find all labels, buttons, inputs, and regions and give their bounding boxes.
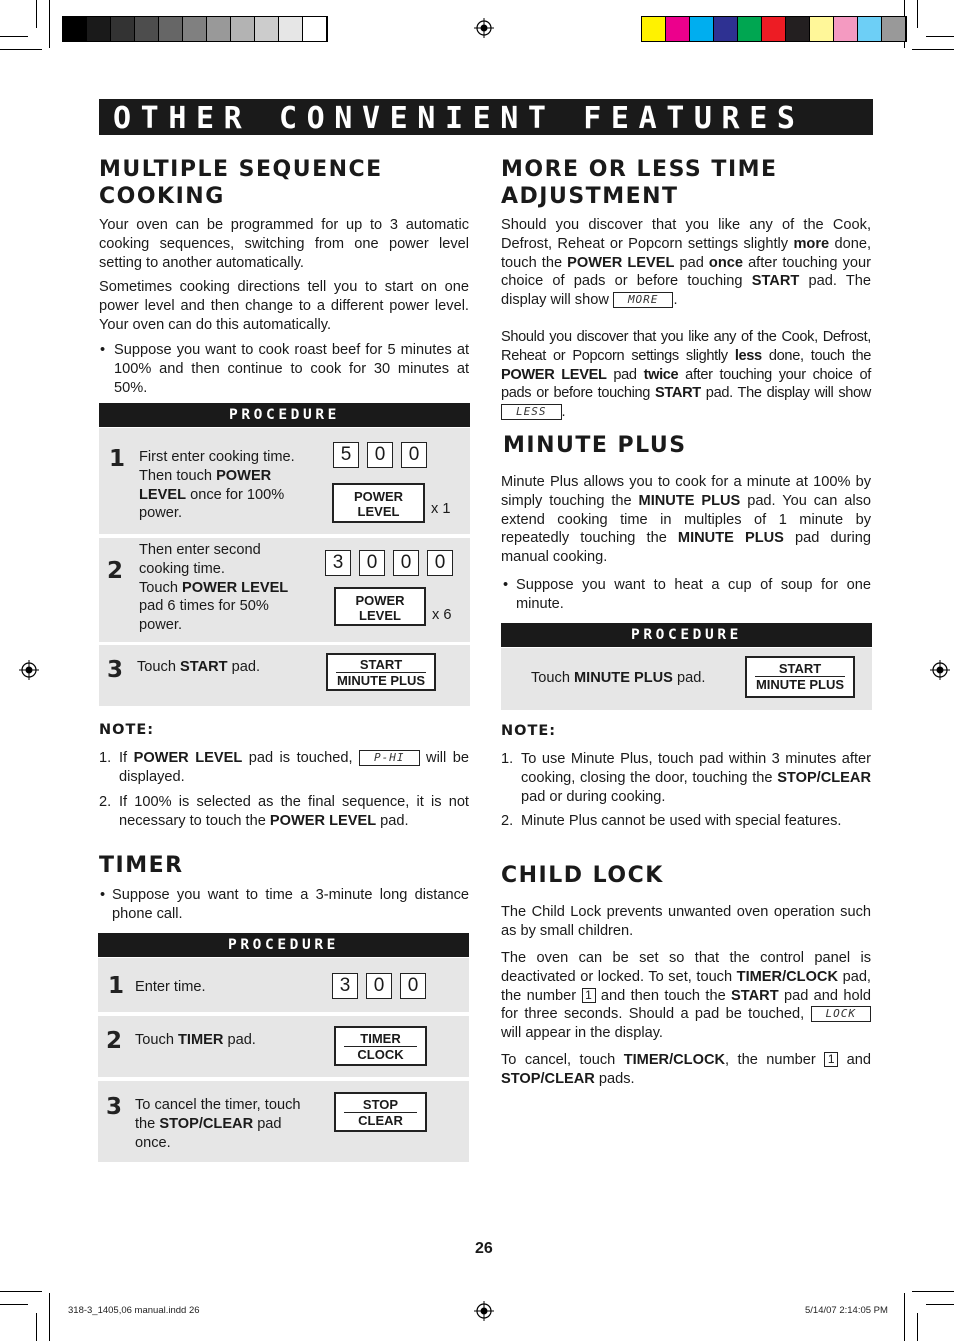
step-text-part: First enter cooking time. Then touch (139, 449, 295, 484)
text-part: pad. You can also extend cooking time in multiples of 1 minute by repeatedly touching the (501, 492, 871, 547)
step-text (531, 669, 705, 688)
registration-mark-icon (930, 660, 950, 680)
power-level-label: POWER LEVEL (182, 579, 289, 596)
calibration-swatch (159, 17, 183, 41)
minute-plus-note-2 (501, 812, 871, 831)
procedure-step-2 (99, 538, 470, 642)
pad-label: POWER (355, 593, 405, 608)
note-heading: NOTE: (501, 723, 557, 739)
step-text (135, 1096, 315, 1152)
start-label: START (731, 987, 779, 1004)
display-digit: 0 (359, 550, 385, 576)
crop-mark (917, 0, 918, 28)
note-item-2 (99, 793, 469, 831)
pad-label: TIMER (344, 1031, 417, 1047)
step-text (137, 658, 307, 677)
note-text-part: pad or during cooking. (521, 788, 666, 805)
calibration-swatch (63, 17, 87, 41)
note-item-1 (99, 749, 469, 787)
step-text: Enter time. (135, 979, 206, 995)
note-number: 2. (501, 813, 514, 829)
pad-label: START (336, 657, 426, 673)
crop-mark (36, 0, 37, 28)
note-text-part: pad is touched, (242, 750, 360, 766)
calibration-swatch (642, 17, 666, 41)
number-1-key: 1 (824, 1052, 838, 1067)
number-1-key: 1 (582, 988, 596, 1003)
twice-label: twice (643, 366, 679, 383)
text-part: Minute Plus allows you to cook for a minute at 100% by simply touching the (501, 474, 871, 509)
crop-mark (0, 1304, 28, 1305)
step-text-part: pad. (227, 659, 261, 675)
page-number: 26 (475, 1240, 493, 1257)
display-digit: 3 (325, 550, 351, 576)
procedure-step-3 (99, 645, 470, 706)
note-text (521, 750, 871, 806)
calibration-swatch (738, 17, 762, 41)
pad-label: CLOCK (357, 1047, 404, 1062)
text-part: Should you discover that you like any of the Cook, Defrost, Reheat or Popcorn settings slightly (501, 217, 871, 252)
lcd-display: P-HI (359, 750, 420, 766)
timer-heading: TIMER (99, 853, 184, 878)
display-digit: 0 (401, 442, 427, 468)
text-part: pad. The display will show (700, 385, 872, 402)
crop-mark (49, 1293, 50, 1341)
calibration-swatch (858, 17, 882, 41)
minute-plus-heading: MINUTE PLUS (503, 433, 687, 458)
multiple-bullet (99, 341, 469, 397)
calibration-swatch (183, 17, 207, 41)
step-text-part: Touch (135, 1032, 178, 1048)
stop-clear-label: STOP/CLEAR (777, 769, 871, 786)
start-label: START (180, 659, 228, 675)
calibration-swatch (135, 17, 159, 41)
procedure-band: PROCEDURE (99, 403, 470, 427)
footer-file-info: 318-3_1405,06 manual.indd 26 (68, 1305, 200, 1316)
crop-mark (926, 1304, 954, 1305)
note-text-part: If 100% is selected as the final sequence, it is not necessary to touch the (119, 794, 469, 829)
more-label: more (793, 235, 830, 252)
step-text-part: Touch (139, 579, 182, 596)
text-part: will appear in the display. (501, 1025, 663, 1042)
note-number: 1. (99, 750, 112, 766)
text-part: after touching your choice of pads or before touching (501, 254, 871, 290)
step-text-part: once for 100% power. (139, 486, 285, 522)
minute-plus-label: MINUTE PLUS (677, 530, 784, 547)
power-level-label: POWER LEVEL (139, 467, 272, 503)
timer-step-3 (98, 1081, 469, 1162)
timer-bullet (99, 886, 469, 924)
text-part: pad (674, 254, 709, 271)
note-heading: NOTE: (99, 722, 155, 738)
procedure-step-1 (99, 428, 470, 534)
lcd-display: LESS (501, 404, 562, 420)
calibration-swatch (810, 17, 834, 41)
stop-clear-pad[interactable] (334, 1092, 427, 1132)
child-lock-heading: CHILD LOCK (501, 863, 664, 888)
minute-plus-paragraph (501, 473, 871, 567)
note-text-part: If (119, 750, 134, 766)
pad-label: CLEAR (358, 1113, 403, 1128)
pad-label: STOP (344, 1097, 417, 1113)
text-part: The oven can be set so that the control panel is deactivated or locked. To set, touch (501, 950, 871, 985)
step-text-part: Touch (531, 670, 574, 686)
display-digit: 0 (393, 550, 419, 576)
timer-clock-pad[interactable] (334, 1026, 427, 1066)
press-count: x 6 (432, 607, 452, 623)
step-number: 3 (106, 1094, 123, 1120)
page-title: OTHER CONVENIENT FEATURES (113, 101, 805, 136)
lcd-display: LOCK (811, 1006, 872, 1022)
timer-clock-label: TIMER/CLOCK (623, 1052, 726, 1068)
text-part: . (673, 292, 678, 309)
display-digit: 0 (400, 973, 426, 999)
pad-label: LEVEL (357, 504, 400, 519)
text-part: pad and hold for three seconds. Should a pad be touched, (501, 987, 871, 1023)
start-minute-plus-pad[interactable] (745, 656, 855, 698)
calibration-swatch (882, 17, 906, 41)
step-text (139, 541, 309, 635)
registration-mark-icon (19, 660, 39, 680)
crop-mark (36, 1313, 37, 1341)
crop-mark (912, 49, 954, 50)
crop-mark (917, 1313, 918, 1341)
step-text-part: pad once. (135, 1115, 282, 1151)
timer-label: TIMER (178, 1032, 224, 1048)
child-lock-paragraph-2 (501, 949, 871, 1043)
pad-label: MINUTE PLUS (336, 673, 426, 688)
display-digit: 3 (332, 973, 358, 999)
crop-mark (904, 1293, 905, 1341)
text-part: pad, the number (501, 968, 871, 1004)
text-part: Should you discover that you like any of the Cook, Defrost, Reheat or Popcorn settings slightly (501, 329, 871, 364)
calibration-swatch (786, 17, 810, 41)
step-text (139, 448, 314, 523)
text-part: after touching your choice of pads or before touching (501, 366, 871, 402)
stop-clear-label: STOP/CLEAR (501, 1070, 595, 1087)
press-count: x 1 (431, 501, 451, 517)
step-number: 3 (107, 657, 124, 683)
power-level-label: POWER LEVEL (501, 366, 607, 383)
note-text (119, 749, 469, 787)
minute-plus-note-1 (501, 750, 871, 806)
text-part: , the number (725, 1052, 825, 1068)
crop-mark (0, 36, 28, 37)
more-less-heading: MORE OR LESS TIME ADJUSTMENT (501, 157, 778, 209)
crop-mark (926, 36, 954, 37)
text-part: done, touch the (761, 347, 872, 364)
text-part: To cancel, touch (501, 1052, 624, 1068)
procedure-band: PROCEDURE (98, 933, 469, 957)
minute-plus-bullet (501, 576, 871, 614)
pad-label: POWER (353, 489, 404, 504)
step-text-part: Then enter second cooking time. (139, 542, 261, 577)
text-part: pad during manual cooking. (501, 530, 872, 566)
stop-clear-label: STOP/CLEAR (159, 1115, 254, 1132)
step-text-part: To cancel the timer, touch the (135, 1097, 301, 1132)
calibration-swatch (111, 17, 135, 41)
text-part: and then touch the (595, 987, 732, 1004)
text-part: pads. (594, 1070, 635, 1087)
step-text (135, 1031, 256, 1050)
display-digit: 5 (333, 442, 359, 468)
note-text: Minute Plus cannot be used with special features. (521, 813, 842, 829)
note-number: 1. (501, 751, 514, 767)
bullet-text: Suppose you want to time a 3-minute long distance phone call. (112, 887, 469, 922)
bullet-text: Suppose you want to heat a cup of soup for one minute. (516, 577, 871, 612)
minute-plus-step (501, 648, 872, 710)
text-part: . (561, 404, 566, 421)
child-lock-paragraph-3 (501, 1051, 871, 1089)
calibration-swatch (87, 17, 111, 41)
pad-label: START (755, 661, 845, 677)
lcd-display: MORE (613, 292, 674, 308)
crop-mark (0, 1291, 42, 1292)
power-level-label: POWER LEVEL (133, 750, 243, 766)
bullet-mark: • (100, 887, 106, 903)
power-level-pad[interactable] (332, 483, 425, 523)
color-calibration-bar (641, 16, 907, 42)
calibration-swatch (666, 17, 690, 41)
start-minute-plus-pad[interactable] (326, 653, 436, 691)
power-level-label: POWER LEVEL (567, 254, 675, 271)
calibration-swatch (690, 17, 714, 41)
multiple-sequence-heading: MULTIPLE SEQUENCE COOKING (99, 157, 383, 209)
pad-label: LEVEL (359, 608, 401, 623)
pad-label: MINUTE PLUS (755, 677, 845, 692)
crop-mark (912, 1291, 954, 1292)
note-text-part: will be displayed. (119, 750, 470, 785)
display-digit: 0 (367, 442, 393, 468)
procedure-band: PROCEDURE (501, 623, 872, 647)
calibration-swatch (255, 17, 279, 41)
less-label: less (734, 347, 762, 364)
start-label: START (751, 273, 800, 290)
calibration-swatch (303, 17, 327, 41)
text-part: done, touch the (501, 235, 872, 271)
calibration-swatch (231, 17, 255, 41)
note-number: 2. (99, 794, 112, 810)
bullet-mark: • (100, 342, 106, 358)
multiple-paragraph-2: Sometimes cooking directions tell you to start on one power level and then change to a different power level. Your oven can do this automatically. (99, 279, 469, 333)
page-header-band (99, 99, 873, 135)
note-text-part: To use Minute Plus, touch pad within 3 minutes after cooking, closing the door, touching the (521, 751, 871, 786)
calibration-swatch (834, 17, 858, 41)
calibration-swatch (714, 17, 738, 41)
step-text-part: pad. (672, 670, 706, 686)
calibration-swatch (207, 17, 231, 41)
display-digit: 0 (427, 550, 453, 576)
step-number: 1 (108, 973, 125, 999)
registration-mark-icon (474, 1301, 494, 1321)
bullet-text: Suppose you want to cook roast beef for 5 minutes at 100% and then continue to cook for 30 minutes at 50%. (114, 342, 469, 396)
text-part: pad (606, 366, 644, 383)
calibration-swatch (762, 17, 786, 41)
crop-mark (0, 49, 42, 50)
step-number: 2 (107, 558, 124, 584)
timer-clock-label: TIMER/CLOCK (736, 968, 839, 985)
timer-step-1 (98, 958, 469, 1012)
once-label: once (708, 254, 743, 271)
step-text-part: pad. (223, 1032, 256, 1048)
step-number: 1 (109, 446, 126, 472)
grayscale-calibration-bar (62, 16, 328, 42)
registration-mark-icon (474, 18, 494, 38)
display-digit: 0 (366, 973, 392, 999)
power-level-pad[interactable] (334, 587, 426, 626)
start-label: START (655, 385, 701, 402)
more-paragraph (501, 216, 871, 310)
crop-mark (49, 0, 50, 48)
less-paragraph (501, 328, 871, 422)
multiple-paragraph-1: Your oven can be programmed for up to 3 automatic cooking sequences, switching from one power level setting to another automatically. (99, 217, 469, 271)
child-lock-paragraph-1: The Child Lock prevents unwanted oven operation such as by small children. (501, 904, 871, 939)
bullet-mark: • (503, 577, 509, 593)
text-part: and (838, 1052, 871, 1068)
footer-timestamp: 5/14/07 2:14:05 PM (805, 1305, 888, 1316)
minute-plus-label: MINUTE PLUS (574, 670, 673, 686)
calibration-swatch (279, 17, 303, 41)
minute-plus-label: MINUTE PLUS (638, 492, 741, 509)
note-text-part: pad. (376, 812, 409, 829)
step-number: 2 (106, 1028, 123, 1054)
step-text-part: Touch (137, 659, 180, 675)
text-part: pad. The display will show (501, 273, 871, 309)
step-text-part: pad 6 times for 50% power. (139, 598, 269, 634)
note-text (119, 793, 469, 831)
power-level-label: POWER LEVEL (269, 812, 377, 829)
timer-step-2 (98, 1016, 469, 1077)
